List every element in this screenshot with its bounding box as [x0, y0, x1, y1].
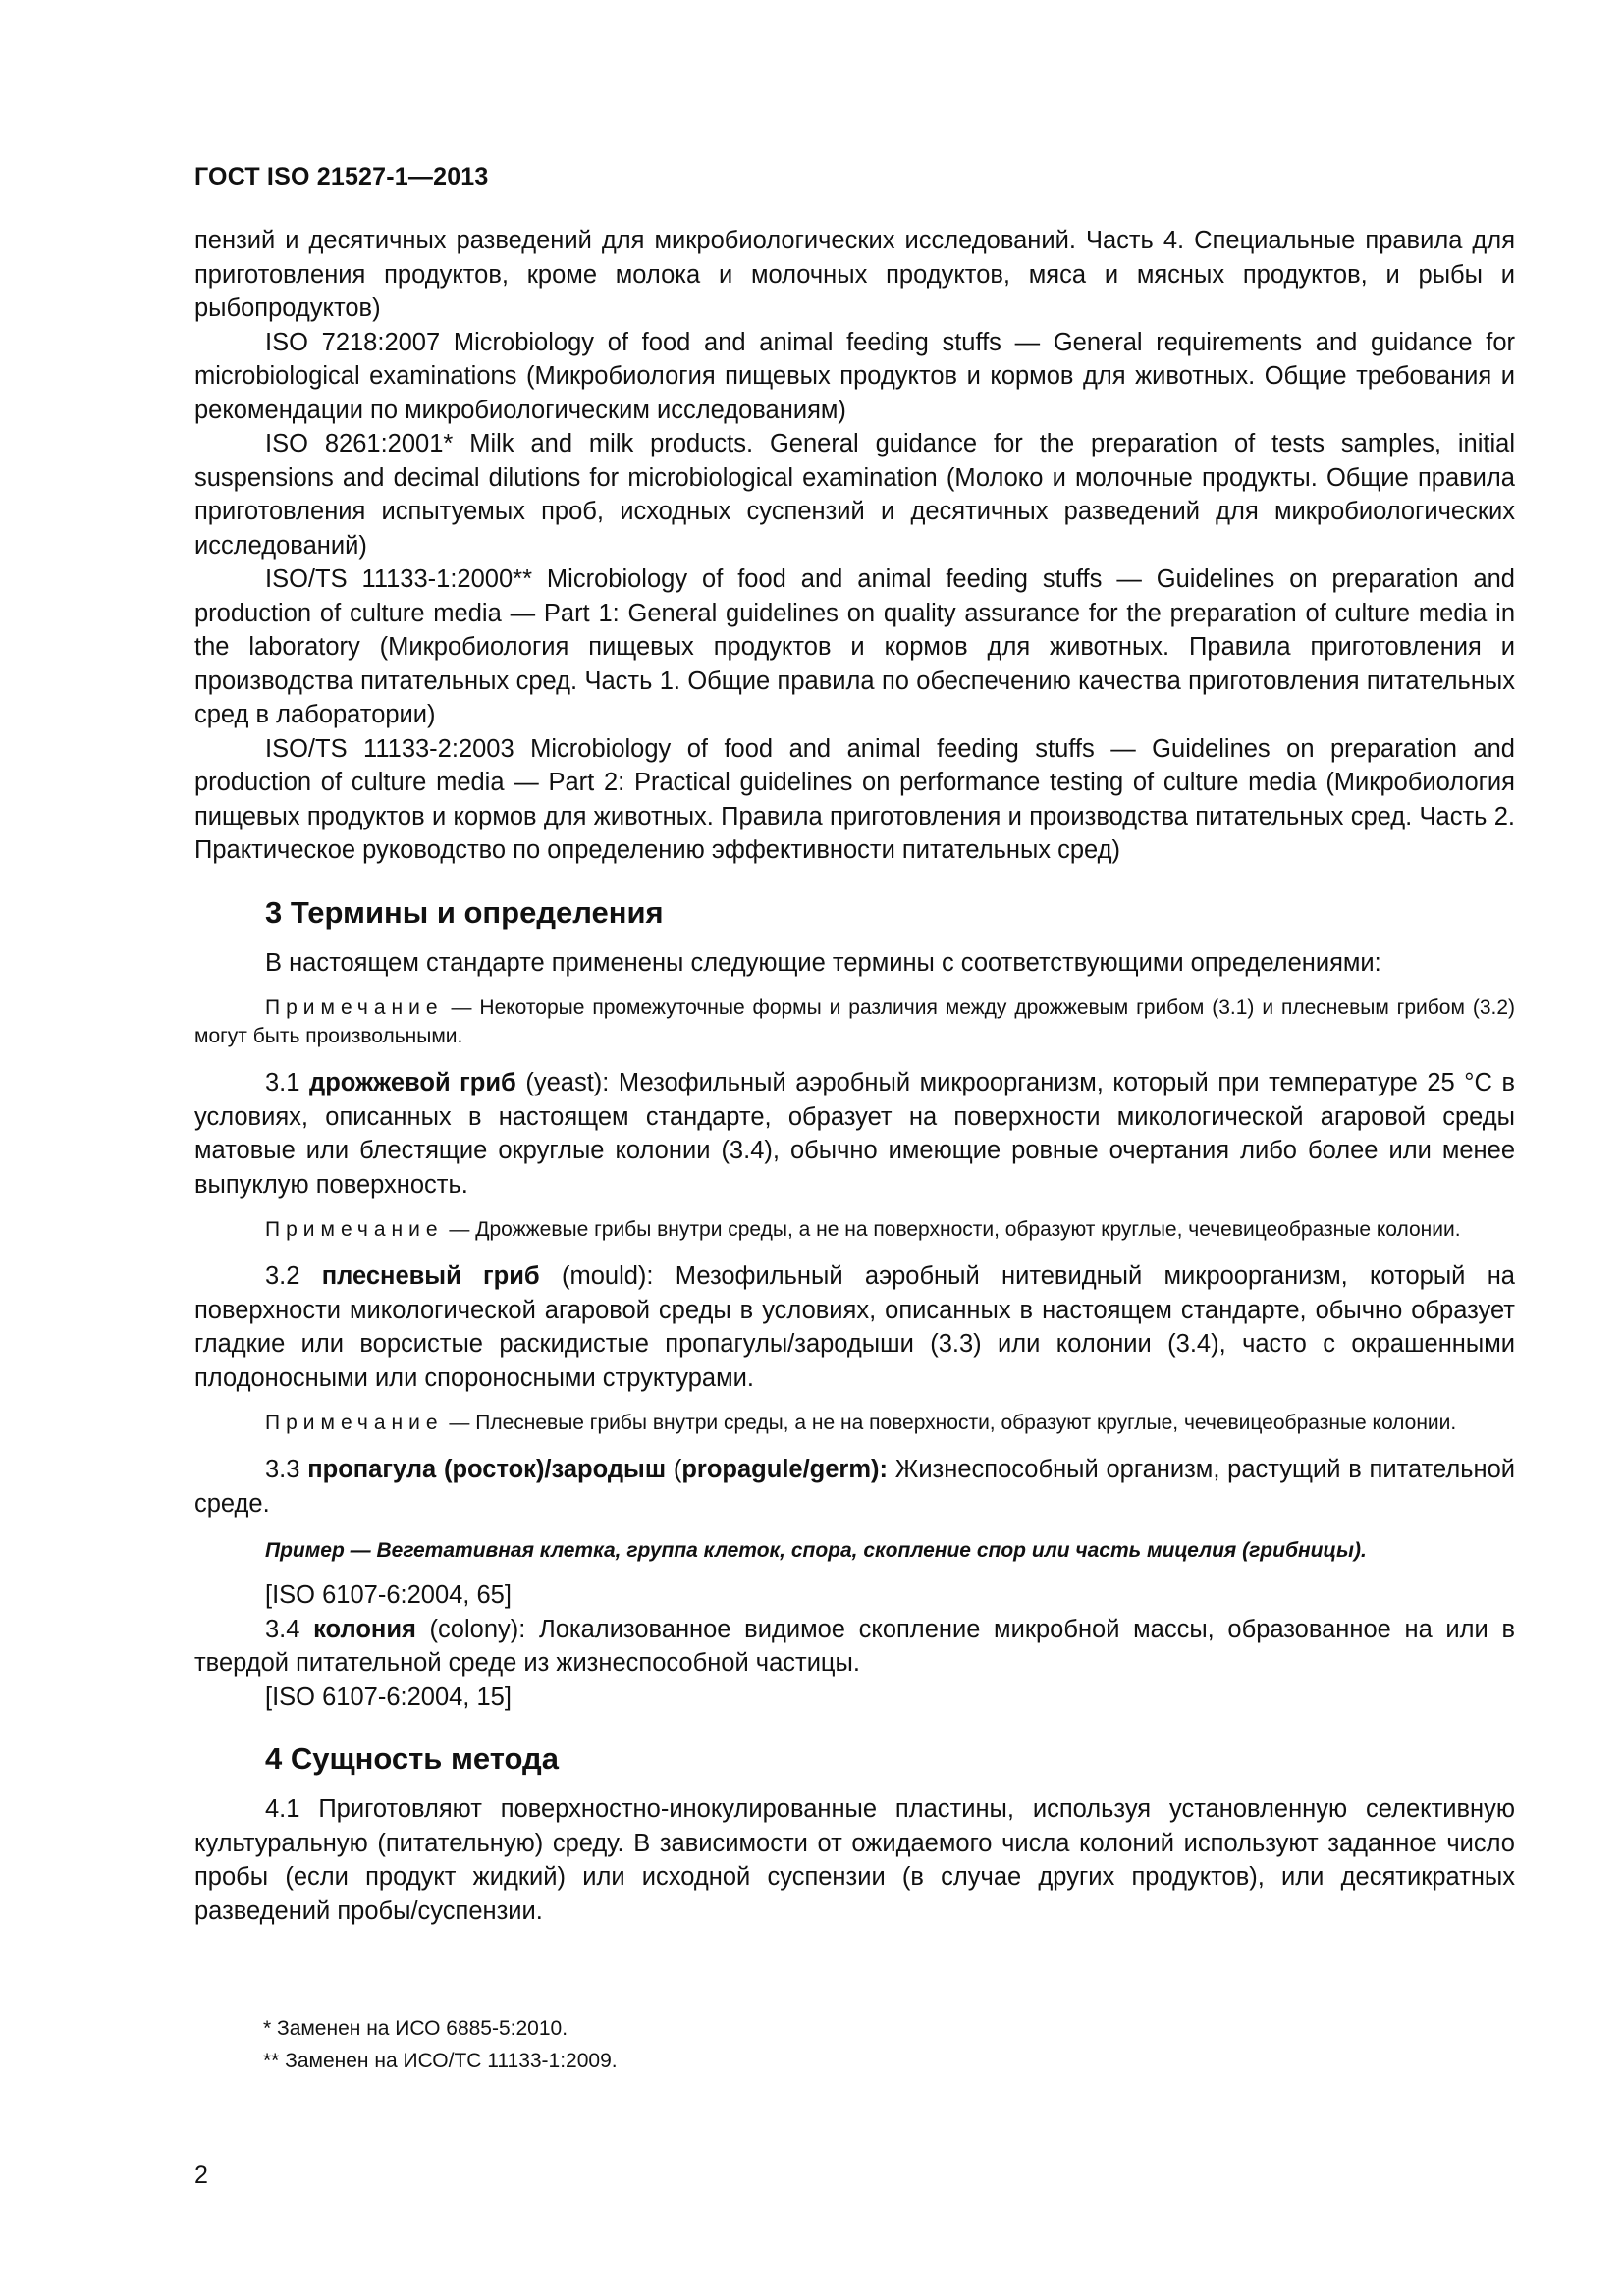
page-content [194, 224, 1515, 1928]
term-name: колония [313, 1615, 416, 1643]
note-label: Примечание [265, 1412, 444, 1434]
source-3-3: [ISO 6107-6:2004, 65] [265, 1581, 512, 1609]
source-3-4: [ISO 6107-6:2004, 15] [265, 1682, 512, 1711]
section-4-title: 4 Сущность метода [265, 1741, 559, 1776]
reference-iso-11133-2: ISO/TS 11133-2:2003 Microbiology of food and animal feeding stuffs — Guidelines on preparation and production of culture media — Part 2: Practical guidelines on performance testing of culture media (Микробиология пищевых продуктов и кормов для животных. Правила приготовления и производства питательных сред. Часть 2. Практическое руководство по определению эффективности питательных сред) [194, 734, 1515, 864]
page-number: 2 [194, 2162, 208, 2189]
term-3-2 [194, 1259, 1515, 1395]
note-text: — Некоторые промежуточные формы и различия между дрожжевым грибом (3.1) и плесневым грибом (3.2) могут быть произвольными. [194, 996, 1515, 1047]
term-number: 3.4 [265, 1615, 314, 1643]
footnote-2: ** Заменен на ИСО/ТС 11133-1:2009. [263, 2050, 618, 2072]
term-number: 3.1 [265, 1069, 310, 1096]
term-3-3 [194, 1453, 1515, 1521]
term-name: дрожжевой гриб [309, 1069, 516, 1096]
term-number: 3.3 [265, 1456, 308, 1483]
section-3-intro: В настоящем стандарте применены следующие термины с соответствующими определениями: [265, 948, 1381, 977]
term-name: плесневый гриб [321, 1262, 540, 1290]
term-definition: (colony): Локализованное видимое скопление микробной массы, образованное на или в твердой питательной среде из жизнеспособной частицы. [194, 1615, 1515, 1677]
note-text: — Дрожжевые грибы внутри среды, а не на поверхности, образуют круглые, чечевицеобразные колонии. [443, 1218, 1461, 1241]
paragraph-4-1: 4.1 Приготовляют поверхностно-инокулированные пластины, используя установленную селективную культуральную (питательную) среду. В зависимости от ожидаемого числа колоний используют заданное число пробы (если продукт жидкий) или исходной суспензии (в случае других продуктов), или десятикратных разведений пробы/суспензии. [194, 1795, 1515, 1925]
note-3-2 [194, 1409, 1515, 1437]
term-3-4 [194, 1613, 1515, 1681]
term-3-1 [194, 1066, 1515, 1201]
term-number: 3.2 [265, 1262, 322, 1290]
term-definition: (mould): Мезофильный аэробный нитевидный микроорганизм, который на поверхности микологической агаровой среды в условиях, описанных в настоящем стандарте, обычно образует гладкие или ворсистые раскидистые пропагулы/зародыши (3.3) или колонии (3.4), часто с окрашенными плодоносными или спороносными структурами. [194, 1262, 1515, 1392]
note-label: Примечание [265, 1218, 444, 1241]
example-3-3: Пример — Вегетативная клетка, группа клеток, спора, скопление спор или часть мицелия (грибницы). [265, 1539, 1367, 1562]
section-3-title: 3 Термины и определения [265, 894, 664, 930]
note-3-1 [194, 1215, 1515, 1244]
footnote-1: * Заменен на ИСО 6885-5:2010. [263, 2017, 568, 2040]
reference-continued: пензий и десятичных разведений для микробиологических исследований. Часть 4. Специальные правила для приготовления продуктов, кроме молока и молочных продуктов, мяса и мясных продуктов, и рыбы и рыбопродуктов) [194, 227, 1515, 322]
term-name: пропагула (росток)/зародыш [307, 1456, 667, 1483]
note-text: — Плесневые грибы внутри среды, а не на поверхности, образуют круглые, чечевицеобразные колонии. [443, 1412, 1457, 1434]
term-definition: Жизнеспособный организм, растущий в питательной среде. [194, 1456, 1515, 1518]
reference-iso-8261: ISO 8261:2001* Milk and milk products. General guidance for the preparation of tests samples, initial suspensions and decimal dilutions for microbiological examination (Молоко и молочные продукты. Общие правила приготовления испытуемых проб, исходных суспензий и десятичных разведений для микробиологических исследований) [194, 430, 1515, 560]
document-header: ГОСТ ISO 21527-1—2013 [194, 163, 489, 190]
note-label: Примечание [265, 996, 444, 1019]
reference-iso-11133-1: ISO/TS 11133-1:2000** Microbiology of food and animal feeding stuffs — Guidelines on preparation and production of culture media — Part 1: General guidelines on quality assurance for the preparation of culture media in the laboratory (Микробиология пищевых продуктов и кормов для животных. Правила приготовления и производства питательных сред. Часть 1. Общие правила по обеспечению качества приготовления питательных сред в лаборатории) [194, 565, 1515, 728]
term-name-en: propagule/germ): [681, 1456, 889, 1483]
term-paren: ( [666, 1456, 682, 1483]
reference-iso-7218: ISO 7218:2007 Microbiology of food and animal feeding stuffs — General requirements and guidance for microbiological examinations (Микробиология пищевых продуктов и кормов для животных. Общие требования и рекомендации по микробиологическим исследованиям) [194, 328, 1515, 424]
footnotes [263, 2012, 618, 2077]
note-3-general [194, 993, 1515, 1050]
term-definition: (yeast): Мезофильный аэробный микроорганизм, который при температуре 25 °С в условиях, описанных в настоящем стандарте, образует на поверхности микологической агаровой среды матовые или блестящие округлые колонии (3.4), обычно имеющие ровные очертания либо более или менее выпуклую поверхность. [194, 1069, 1515, 1199]
